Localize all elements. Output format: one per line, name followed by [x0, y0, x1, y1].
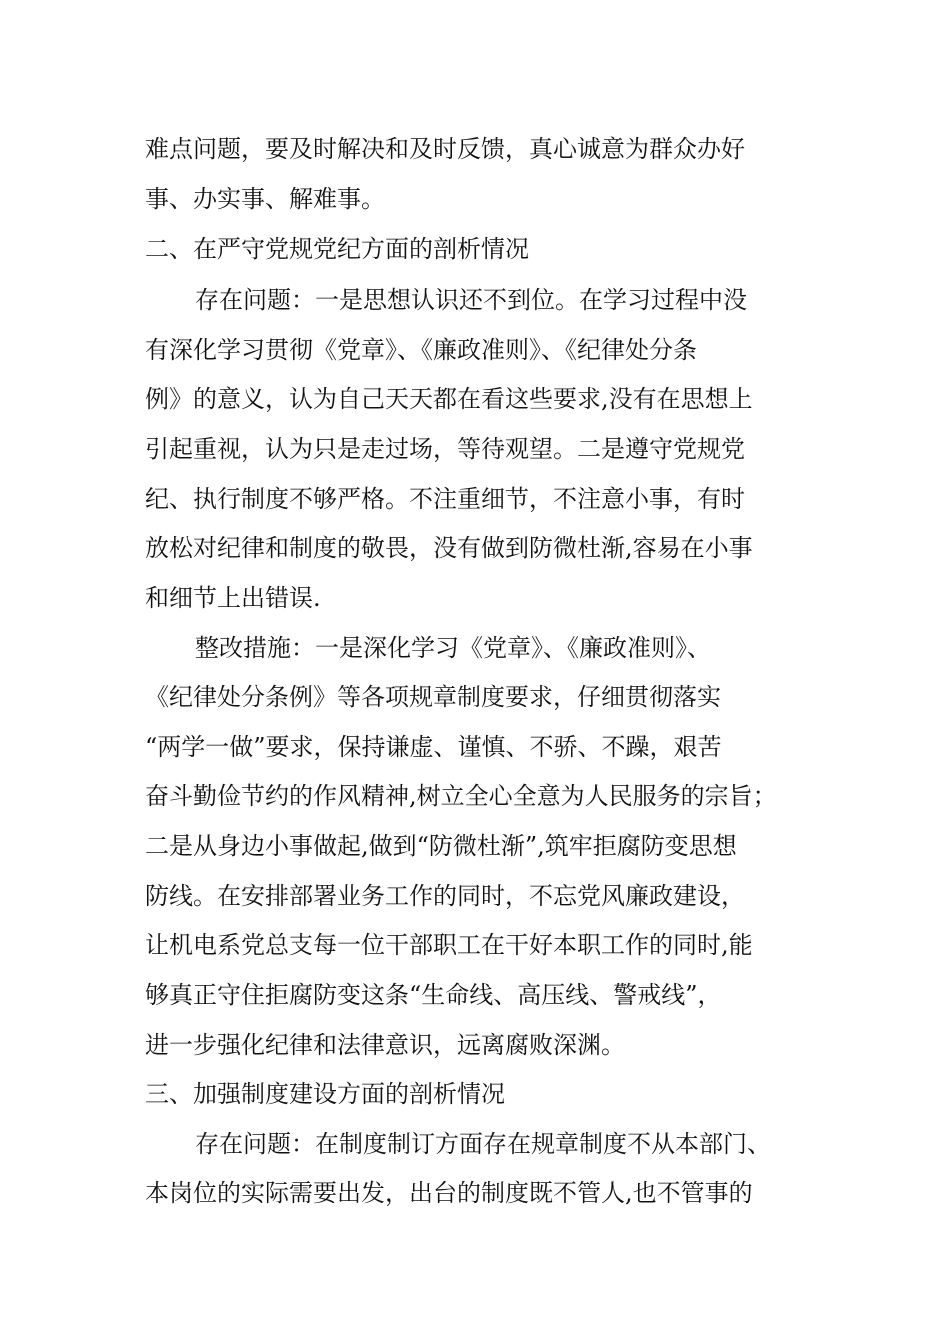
text-line-5: 有深化学习贯彻《党章》、《廉政准则》、《纪律处分条 [145, 336, 697, 364]
text-line-2: 事、办实事、解难事。 [145, 185, 385, 213]
section-heading-3: 三、加强制度建设方面的剖析情况 [145, 1080, 505, 1108]
text-line-9: 放松对纪律和制度的敬畏，没有做到防微杜渐,容易在小事 [145, 534, 753, 562]
text-line-12: 《纪律处分条例》等各项规章制度要求，仔细贯彻落实 [145, 683, 721, 711]
text-line-11: 整改措施：一是深化学习《党章》、《廉政准则》、 [195, 634, 711, 662]
text-line-13: “两学一做”要求，保持谦虚、谨慎、不骄、不躁，艰苦 [145, 733, 722, 761]
text-line-1: 难点问题，要及时解决和及时反馈，真心诚意为群众办好 [145, 135, 745, 163]
text-line-21: 存在问题：在制度制订方面存在规章制度不从本部门、 [195, 1130, 771, 1158]
text-line-22: 本岗位的实际需要出发，出台的制度既不管人,也不管事的 [145, 1179, 753, 1207]
text-line-8: 纪、执行制度不够严格。不注重细节，不注意小事，有时 [145, 485, 745, 513]
text-line-15: 二是从身边小事做起,做到“防微杜渐”,筑牢拒腐防变思想 [145, 832, 737, 860]
text-line-16: 防线。在安排部署业务工作的同时，不忘党风廉政建设， [145, 882, 745, 910]
text-line-4: 存在问题：一是思想认识还不到位。在学习过程中没 [195, 286, 747, 314]
section-heading-2: 二、在严守党规党纪方面的剖析情况 [145, 235, 529, 263]
text-line-6: 例》的意义，认为自己天天都在看这些要求,没有在思想上 [145, 385, 753, 413]
text-line-7: 引起重视，认为只是走过场，等待观望。二是遵守党规党 [145, 435, 745, 463]
text-line-14: 奋斗勤俭节约的作风精神,树立全心全意为人民服务的宗旨； [145, 782, 777, 810]
text-line-17: 让机电系党总支每一位干部职工在干好本职工作的同时,能 [145, 931, 753, 959]
text-line-10: 和细节上出错误. [145, 584, 321, 612]
text-line-19: 进一步强化纪律和法律意识，远离腐败深渊。 [145, 1031, 625, 1059]
text-line-18: 够真正守住拒腐防变这条“生命线、高压线、警戒线”， [145, 981, 722, 1009]
